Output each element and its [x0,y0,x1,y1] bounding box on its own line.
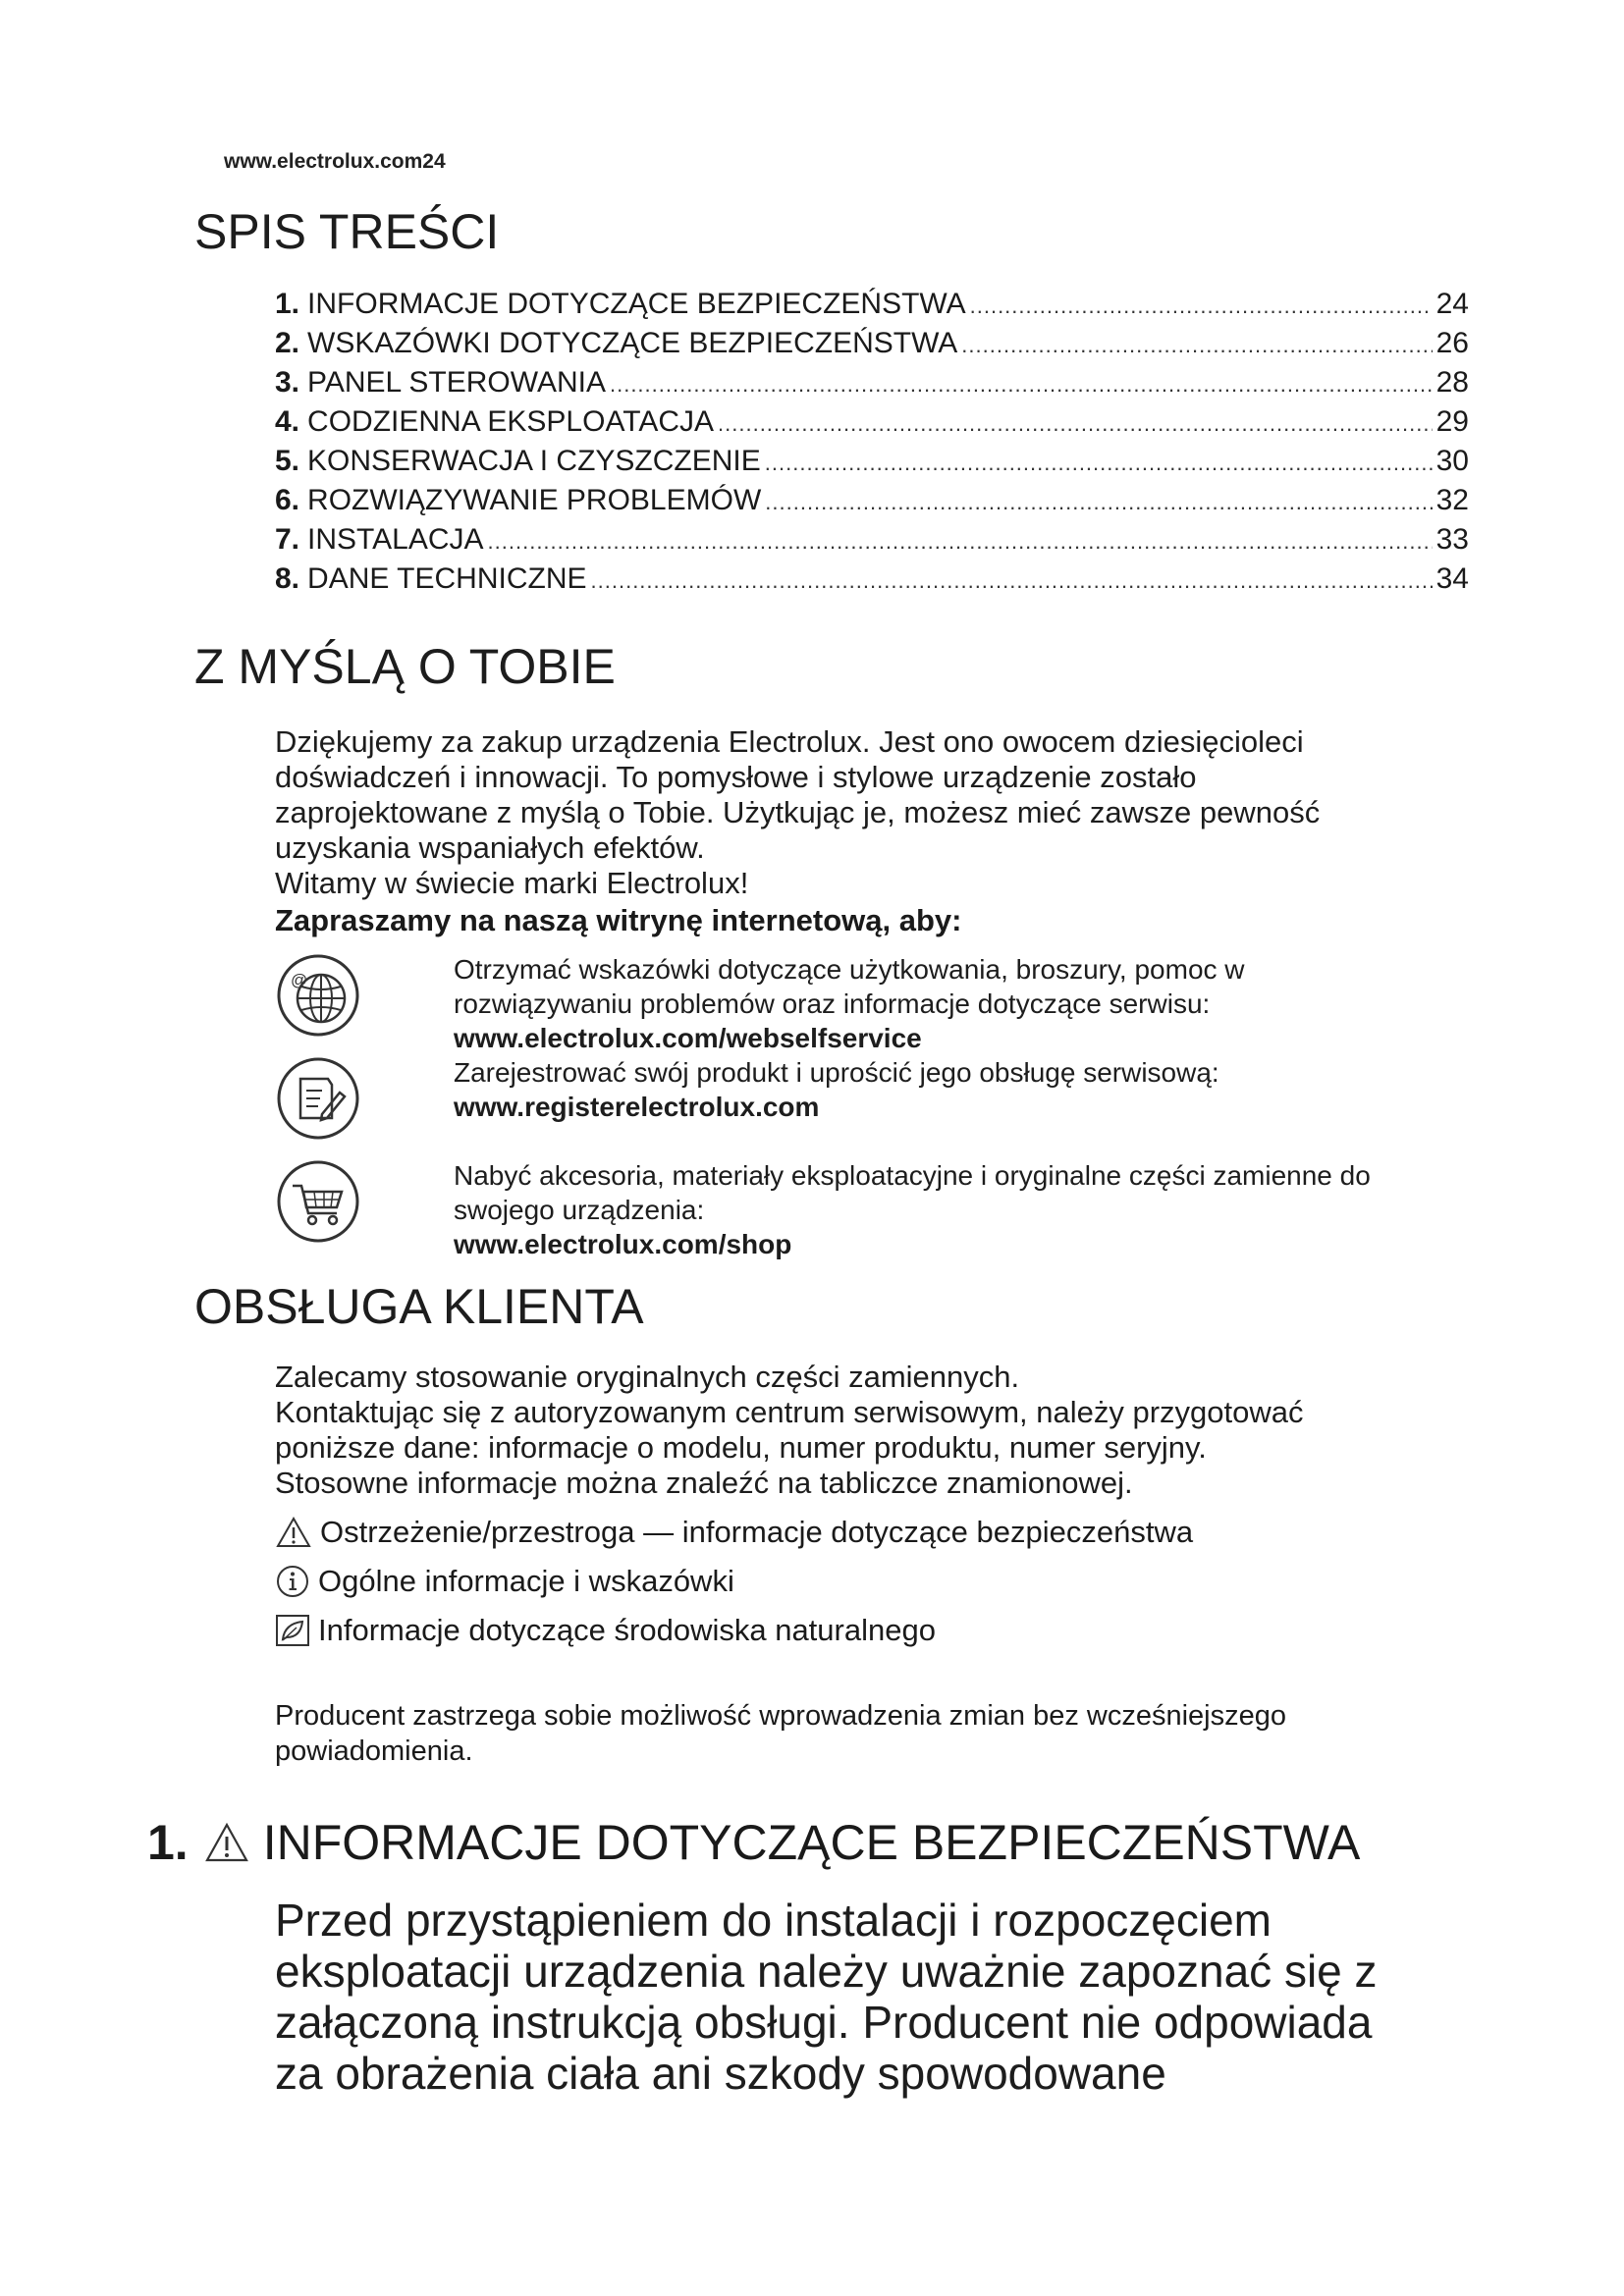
toc-entry-page: 34 [1435,562,1469,595]
toc-entry[interactable] [275,520,1469,560]
paragraph-line: załączoną instrukcją obsługi. Producent nie odpowiada [275,1997,1373,2048]
section-number: 1. [147,1815,189,1870]
web-item-line: swojego urządzenia: [454,1195,705,1225]
paragraph-line: Producent zastrzega sobie możliwość wprowadzenia zmian bez wcześniejszego [275,1700,1286,1732]
legend-text: Informacje dotyczące środowiska naturalnego [318,1613,936,1647]
warning-icon [204,1822,249,1863]
web-item-line: rozwiązywaniu problemów oraz informacje dotyczące serwisu: [454,988,1211,1019]
table-of-contents [275,285,1469,599]
web-item-text [454,1055,1494,1124]
toc-entry-number: 4. [275,405,300,438]
web-item-line: Otrzymać wskazówki dotyczące użytkowania, broszury, pomoc w [454,954,1245,985]
toc-entry[interactable] [275,285,1469,324]
toc-entry-page: 29 [1435,405,1469,438]
toc-entry-number: 2. [275,327,300,359]
legend-text: Ogólne informacje i wskazówki [318,1564,734,1598]
paragraph-line: poniższe dane: informacje o modelu, numer produktu, numer seryjny. [275,1430,1207,1465]
toc-entry-page: 32 [1435,484,1469,516]
toc-entry-title: INFORMACJE DOTYCZĄCE BEZPIECZEŃSTWA [307,288,966,320]
toc-entry-page: 30 [1435,445,1469,477]
toc-entry-title: DANE TECHNICZNE [307,562,587,595]
svg-text:@: @ [291,971,308,989]
toc-entry-page: 28 [1435,366,1469,399]
warning-icon [275,1516,312,1549]
toc-entry-number: 1. [275,288,300,320]
paragraph-line: doświadczeń i innowacji. To pomysłowe i stylowe urządzenie zostało [275,760,1197,794]
paragraph-line: powiadomienia. [275,1735,473,1767]
toc-entry-number: 8. [275,562,300,595]
paragraph-line: Witamy w świecie marki Electrolux! [275,866,749,900]
toc-entry[interactable] [275,402,1469,442]
producer-note [275,1698,1483,1769]
header-url-page: www.electrolux.com24 [224,150,446,173]
toc-leader [591,561,1433,601]
section-heading-safety [147,1814,1360,1871]
leaf-icon [275,1614,310,1647]
toc-entry-title: INSTALACJA [307,523,484,556]
globe-icon [275,952,361,1039]
toc-entry-number: 6. [275,484,300,516]
legend-text: Ostrzeżenie/przestroga — informacje dotyczące bezpieczeństwa [320,1515,1194,1549]
toc-leader [961,326,1432,365]
paragraph-line: Przed przystąpieniem do instalacji i rozpoczęciem [275,1895,1272,1946]
toc-entry[interactable] [275,481,1469,520]
paragraph-line: Kontaktując się z autoryzowanym centrum serwisowym, należy przygotować [275,1395,1304,1429]
toc-entry-number: 5. [275,445,300,477]
toc-entry-title: PANEL STEROWANIA [307,366,606,399]
paragraph-line: uzyskania wspaniałych efektów. [275,830,705,865]
webselfservice-link[interactable]: www.electrolux.com/webselfservice [454,1023,922,1053]
toc-leader [765,444,1433,483]
legend-environment [275,1613,936,1648]
toc-entry-title: KONSERWACJA I CZYSZCZENIE [307,445,761,477]
toc-leader [488,522,1433,561]
customer-service-text [275,1360,1483,1501]
toc-leader [718,404,1433,444]
toc-entry[interactable] [275,363,1469,402]
safety-intro [275,1895,1551,2099]
website-invite: Zapraszamy na naszą witrynę internetową, aby: [275,903,962,937]
paragraph-line: za obrażenia ciała ani szkody spowodowane [275,2048,1166,2099]
info-icon [275,1564,310,1599]
toc-entry-number: 7. [275,523,300,556]
section-title-for-you: Z MYŚLĄ O TOBIE [194,639,616,694]
toc-leader [610,365,1433,404]
web-item-text [454,1158,1494,1261]
paragraph-line: Dziękujemy za zakup urządzenia Electrolux. Jest ono owocem dziesięcioleci [275,724,1304,759]
paragraph-line: Stosowne informacje można znaleźć na tabliczce znamionowej. [275,1466,1133,1500]
shop-link[interactable]: www.electrolux.com/shop [454,1229,792,1259]
paragraph-line: zaprojektowane z myślą o Tobie. Użytkując je, możesz mieć zawsze pewność [275,795,1321,829]
toc-entry-title: CODZIENNA EKSPLOATACJA [307,405,715,438]
section-title-customer-service: OBSŁUGA KLIENTA [194,1279,644,1334]
toc-entry-page: 24 [1435,288,1469,320]
paragraph-line: eksploatacji urządzenia należy uważnie zapoznać się z [275,1946,1378,1997]
toc-entry[interactable] [275,324,1469,363]
register-icon [275,1055,361,1142]
toc-leader [970,287,1433,326]
toc-entry-title: WSKAZÓWKI DOTYCZĄCE BEZPIECZEŃSTWA [307,327,958,359]
section-title: INFORMACJE DOTYCZĄCE BEZPIECZEŃSTWA [262,1815,1361,1870]
web-item-line: Zarejestrować swój produkt i uprościć jego obsługę serwisową: [454,1057,1219,1088]
legend-info [275,1564,734,1599]
register-link[interactable]: www.registerelectrolux.com [454,1092,820,1122]
web-item-text [454,952,1494,1055]
legend-warning [275,1515,1193,1550]
for-you-text [275,724,1483,901]
web-item-line: Nabyć akcesoria, materiały eksploatacyjne i oryginalne części zamienne do [454,1160,1371,1191]
toc-entry-page: 33 [1435,523,1469,556]
toc-entry[interactable] [275,442,1469,481]
toc-entry[interactable] [275,560,1469,599]
toc-entry-number: 3. [275,366,300,399]
toc-leader [765,483,1432,522]
toc-entry-title: ROZWIĄZYWANIE PROBLEMÓW [307,484,762,516]
toc-entry-page: 26 [1435,327,1469,359]
paragraph-line: Zalecamy stosowanie oryginalnych części zamiennych. [275,1360,1020,1394]
cart-icon [275,1158,361,1245]
toc-title: SPIS TREŚCI [194,204,500,259]
